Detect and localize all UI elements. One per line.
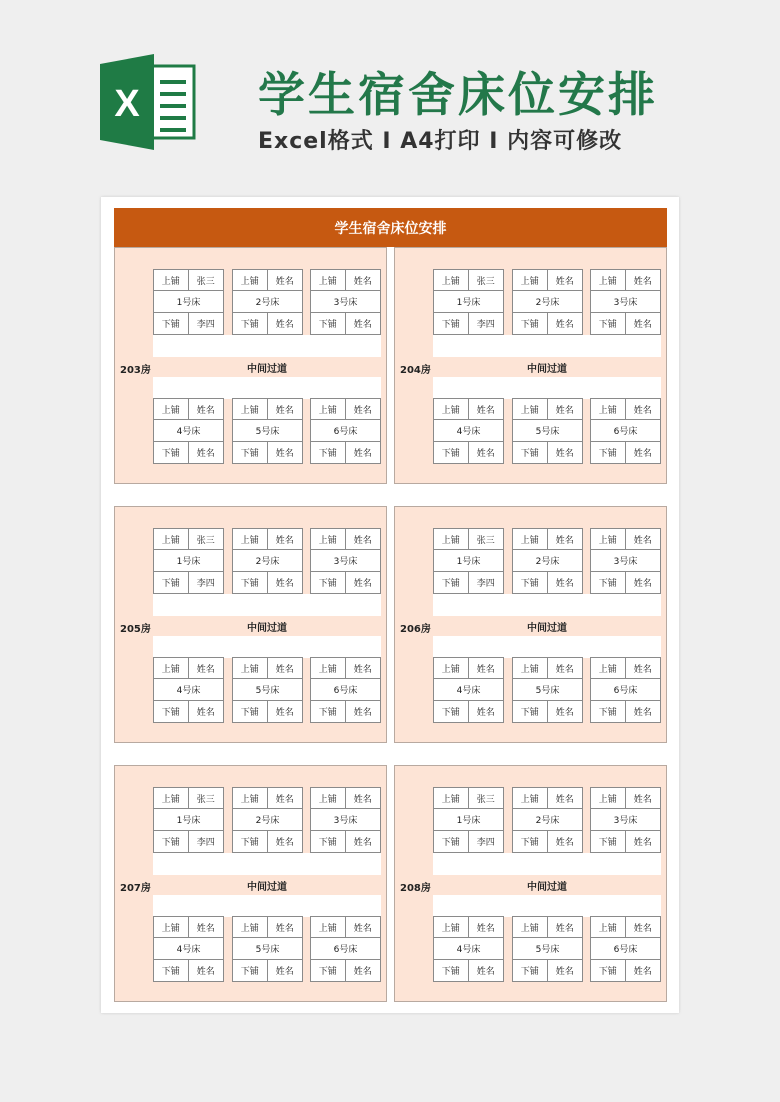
room-block — [114, 765, 387, 1002]
bed-cell[interactable] — [153, 398, 224, 464]
upper-name[interactable]: 张三 — [189, 788, 224, 809]
upper-label: 上铺 — [513, 399, 548, 420]
bed-number: 5号床 — [233, 938, 302, 959]
bed-number: 2号床 — [233, 809, 302, 830]
lower-label: 下铺 — [434, 313, 469, 334]
upper-name[interactable]: 姓名 — [548, 270, 583, 291]
upper-name[interactable]: 张三 — [189, 270, 224, 291]
bed-number: 3号床 — [591, 550, 660, 571]
lower-label: 下铺 — [513, 442, 548, 463]
bed-cell[interactable] — [153, 657, 224, 723]
bed-cell[interactable] — [232, 269, 303, 335]
corridor-label: 中间过道 — [527, 881, 567, 893]
bed-cell[interactable] — [512, 269, 583, 335]
bed-cell[interactable] — [512, 657, 583, 723]
room-block — [114, 506, 387, 743]
white-strip — [153, 853, 381, 875]
upper-label: 上铺 — [434, 658, 469, 679]
bed-number: 2号床 — [513, 550, 582, 571]
lower-label: 下铺 — [591, 572, 626, 593]
white-strip — [153, 636, 381, 658]
upper-name[interactable]: 姓名 — [346, 399, 381, 420]
bed-number: 5号床 — [513, 679, 582, 700]
upper-name[interactable]: 姓名 — [189, 917, 224, 938]
lower-name[interactable]: 姓名 — [633, 448, 652, 459]
lower-name[interactable]: 李四 — [196, 319, 215, 330]
upper-label: 上铺 — [311, 270, 346, 291]
bed-number: 4号床 — [154, 679, 223, 700]
upper-name[interactable]: 姓名 — [268, 788, 303, 809]
bed-number: 6号床 — [591, 938, 660, 959]
main-title: 学生宿舍床位安排 — [258, 68, 658, 123]
upper-name[interactable]: 姓名 — [469, 917, 504, 938]
bed-cell[interactable] — [310, 398, 381, 464]
upper-name[interactable]: 姓名 — [268, 529, 303, 550]
room-label: 205房 — [120, 624, 151, 635]
lower-name[interactable]: 姓名 — [555, 578, 574, 589]
upper-name[interactable]: 姓名 — [626, 658, 661, 679]
room-block — [114, 247, 387, 484]
lower-name[interactable]: 姓名 — [476, 448, 495, 459]
bed-cell[interactable] — [433, 398, 504, 464]
lower-label: 下铺 — [154, 313, 189, 334]
lower-label: 下铺 — [154, 831, 189, 852]
lower-name[interactable]: 姓名 — [555, 966, 574, 977]
upper-label: 上铺 — [434, 529, 469, 550]
bed-cell[interactable] — [232, 657, 303, 723]
corridor-label: 中间过道 — [247, 622, 287, 634]
bed-number: 2号床 — [513, 809, 582, 830]
upper-label: 上铺 — [434, 270, 469, 291]
upper-name[interactable]: 姓名 — [548, 529, 583, 550]
lower-label: 下铺 — [513, 960, 548, 981]
lower-label: 下铺 — [311, 572, 346, 593]
svg-text:X: X — [114, 83, 140, 125]
bed-cell[interactable] — [590, 398, 661, 464]
lower-name[interactable]: 姓名 — [476, 707, 495, 718]
upper-label: 上铺 — [513, 788, 548, 809]
upper-label: 上铺 — [434, 917, 469, 938]
lower-label: 下铺 — [513, 701, 548, 722]
lower-name[interactable]: 姓名 — [275, 707, 294, 718]
lower-name[interactable]: 姓名 — [275, 837, 294, 848]
upper-label: 上铺 — [233, 529, 268, 550]
lower-label: 下铺 — [311, 701, 346, 722]
bed-number: 1号床 — [434, 550, 503, 571]
lower-label: 下铺 — [154, 701, 189, 722]
upper-label: 上铺 — [233, 270, 268, 291]
upper-name[interactable]: 姓名 — [346, 270, 381, 291]
upper-name[interactable]: 张三 — [469, 529, 504, 550]
lower-name[interactable]: 姓名 — [196, 448, 215, 459]
white-strip — [153, 335, 381, 357]
lower-name[interactable]: 姓名 — [353, 319, 372, 330]
white-strip — [433, 335, 661, 357]
lower-name[interactable]: 姓名 — [353, 966, 372, 977]
upper-name[interactable]: 姓名 — [268, 270, 303, 291]
lower-label: 下铺 — [513, 831, 548, 852]
upper-label: 上铺 — [154, 529, 189, 550]
bed-cell[interactable] — [433, 657, 504, 723]
bed-number: 3号床 — [311, 291, 380, 312]
room-label: 204房 — [400, 365, 431, 376]
upper-name[interactable]: 姓名 — [189, 658, 224, 679]
lower-name[interactable]: 李四 — [476, 837, 495, 848]
upper-label: 上铺 — [311, 658, 346, 679]
lower-name[interactable]: 姓名 — [275, 578, 294, 589]
lower-label: 下铺 — [154, 572, 189, 593]
upper-name[interactable]: 张三 — [469, 788, 504, 809]
bed-number: 2号床 — [233, 550, 302, 571]
bed-cell[interactable] — [590, 269, 661, 335]
bed-cell[interactable] — [153, 787, 224, 853]
upper-label: 上铺 — [154, 399, 189, 420]
corridor-label: 中间过道 — [527, 363, 567, 375]
bed-cell[interactable] — [310, 787, 381, 853]
upper-label: 上铺 — [591, 788, 626, 809]
bed-cell[interactable] — [512, 787, 583, 853]
bed-number: 1号床 — [434, 291, 503, 312]
bed-number: 6号床 — [591, 420, 660, 441]
upper-name[interactable]: 姓名 — [346, 788, 381, 809]
upper-label: 上铺 — [233, 399, 268, 420]
bed-number: 6号床 — [311, 679, 380, 700]
bed-cell[interactable] — [310, 528, 381, 594]
lower-label: 下铺 — [233, 831, 268, 852]
bed-number: 1号床 — [154, 291, 223, 312]
white-strip — [153, 377, 381, 399]
bed-number: 2号床 — [513, 291, 582, 312]
upper-label: 上铺 — [311, 529, 346, 550]
lower-name[interactable]: 姓名 — [353, 448, 372, 459]
lower-label: 下铺 — [154, 960, 189, 981]
bed-cell[interactable] — [153, 916, 224, 982]
lower-name[interactable]: 姓名 — [353, 707, 372, 718]
bed-number: 5号床 — [233, 420, 302, 441]
bed-number: 3号床 — [591, 291, 660, 312]
room-label: 207房 — [120, 883, 151, 894]
upper-name[interactable]: 姓名 — [469, 399, 504, 420]
bed-cell[interactable] — [590, 787, 661, 853]
lower-label: 下铺 — [311, 831, 346, 852]
bed-number: 4号床 — [434, 679, 503, 700]
bed-cell[interactable] — [433, 528, 504, 594]
lower-label: 下铺 — [311, 442, 346, 463]
upper-name[interactable]: 张三 — [189, 529, 224, 550]
lower-label: 下铺 — [434, 960, 469, 981]
lower-name[interactable]: 姓名 — [633, 319, 652, 330]
lower-name[interactable]: 姓名 — [633, 837, 652, 848]
upper-name[interactable]: 姓名 — [548, 917, 583, 938]
room-block — [394, 247, 667, 484]
room-label: 203房 — [120, 365, 151, 376]
upper-label: 上铺 — [233, 917, 268, 938]
lower-name[interactable]: 姓名 — [555, 448, 574, 459]
white-strip — [433, 636, 661, 658]
upper-name[interactable]: 姓名 — [346, 917, 381, 938]
lower-name[interactable]: 姓名 — [275, 966, 294, 977]
lower-label: 下铺 — [591, 442, 626, 463]
bed-number: 3号床 — [591, 809, 660, 830]
lower-label: 下铺 — [434, 572, 469, 593]
white-strip — [433, 377, 661, 399]
upper-name[interactable]: 姓名 — [626, 529, 661, 550]
bed-cell[interactable] — [512, 916, 583, 982]
lower-name[interactable]: 李四 — [196, 578, 215, 589]
bed-cell[interactable] — [590, 657, 661, 723]
corridor-label: 中间过道 — [527, 622, 567, 634]
lower-label: 下铺 — [434, 701, 469, 722]
lower-name[interactable]: 李四 — [476, 578, 495, 589]
bed-number: 4号床 — [154, 420, 223, 441]
upper-label: 上铺 — [311, 788, 346, 809]
lower-label: 下铺 — [513, 313, 548, 334]
bed-number: 5号床 — [513, 420, 582, 441]
room-block — [394, 765, 667, 1002]
lower-name[interactable]: 姓名 — [353, 578, 372, 589]
upper-label: 上铺 — [513, 917, 548, 938]
upper-label: 上铺 — [233, 788, 268, 809]
upper-label: 上铺 — [591, 917, 626, 938]
lower-name[interactable]: 李四 — [476, 319, 495, 330]
upper-label: 上铺 — [591, 399, 626, 420]
lower-label: 下铺 — [154, 442, 189, 463]
room-block — [394, 506, 667, 743]
upper-name[interactable]: 姓名 — [469, 658, 504, 679]
excel-logo-icon — [100, 54, 196, 150]
bed-cell[interactable] — [590, 528, 661, 594]
white-strip — [433, 594, 661, 616]
lower-label: 下铺 — [434, 442, 469, 463]
upper-label: 上铺 — [591, 529, 626, 550]
lower-label: 下铺 — [233, 313, 268, 334]
bed-cell[interactable] — [433, 916, 504, 982]
bed-cell[interactable] — [232, 787, 303, 853]
corridor-label: 中间过道 — [247, 363, 287, 375]
sheet-title: 学生宿舍床位安排 — [114, 208, 667, 247]
upper-name[interactable]: 姓名 — [268, 658, 303, 679]
upper-label: 上铺 — [513, 270, 548, 291]
bed-cell[interactable] — [232, 528, 303, 594]
lower-label: 下铺 — [591, 831, 626, 852]
bed-number: 4号床 — [434, 420, 503, 441]
upper-name[interactable]: 姓名 — [626, 917, 661, 938]
lower-label: 下铺 — [233, 572, 268, 593]
upper-label: 上铺 — [434, 788, 469, 809]
upper-label: 上铺 — [233, 658, 268, 679]
upper-label: 上铺 — [591, 270, 626, 291]
lower-name[interactable]: 姓名 — [196, 707, 215, 718]
lower-label: 下铺 — [434, 831, 469, 852]
bed-cell[interactable] — [512, 528, 583, 594]
lower-label: 下铺 — [233, 442, 268, 463]
upper-label: 上铺 — [154, 658, 189, 679]
upper-label: 上铺 — [591, 658, 626, 679]
upper-name[interactable]: 姓名 — [268, 917, 303, 938]
bed-number: 4号床 — [154, 938, 223, 959]
room-label: 206房 — [400, 624, 431, 635]
upper-name[interactable]: 姓名 — [346, 529, 381, 550]
bed-cell[interactable] — [310, 916, 381, 982]
lower-name[interactable]: 姓名 — [555, 319, 574, 330]
bed-number: 5号床 — [233, 679, 302, 700]
bed-cell[interactable] — [310, 657, 381, 723]
upper-label: 上铺 — [513, 529, 548, 550]
bed-cell[interactable] — [590, 916, 661, 982]
bed-number: 1号床 — [154, 550, 223, 571]
lower-name[interactable]: 姓名 — [633, 707, 652, 718]
lower-name[interactable]: 姓名 — [275, 448, 294, 459]
corridor-label: 中间过道 — [247, 881, 287, 893]
bed-cell[interactable] — [153, 528, 224, 594]
upper-name[interactable]: 姓名 — [548, 788, 583, 809]
bed-cell[interactable] — [310, 269, 381, 335]
bed-number: 1号床 — [154, 809, 223, 830]
upper-name[interactable]: 姓名 — [189, 399, 224, 420]
lower-label: 下铺 — [311, 313, 346, 334]
upper-label: 上铺 — [154, 917, 189, 938]
white-strip — [433, 853, 661, 875]
upper-name[interactable]: 姓名 — [626, 399, 661, 420]
bed-number: 6号床 — [311, 420, 380, 441]
bed-number: 1号床 — [434, 809, 503, 830]
upper-name[interactable]: 姓名 — [268, 399, 303, 420]
upper-label: 上铺 — [311, 917, 346, 938]
lower-name[interactable]: 姓名 — [196, 966, 215, 977]
lower-label: 下铺 — [591, 701, 626, 722]
bed-number: 3号床 — [311, 550, 380, 571]
lower-name[interactable]: 姓名 — [633, 578, 652, 589]
lower-label: 下铺 — [233, 701, 268, 722]
lower-label: 下铺 — [591, 960, 626, 981]
lower-name[interactable]: 姓名 — [476, 966, 495, 977]
white-strip — [433, 895, 661, 917]
bed-number: 6号床 — [311, 938, 380, 959]
lower-name[interactable]: 姓名 — [275, 319, 294, 330]
lower-name[interactable]: 姓名 — [353, 837, 372, 848]
bed-number: 2号床 — [233, 291, 302, 312]
bed-cell[interactable] — [433, 787, 504, 853]
lower-name[interactable]: 李四 — [196, 837, 215, 848]
lower-name[interactable]: 姓名 — [555, 837, 574, 848]
sub-title: Excel格式 I A4打印 I 内容可修改 — [258, 129, 623, 154]
upper-name[interactable]: 张三 — [469, 270, 504, 291]
lower-label: 下铺 — [513, 572, 548, 593]
upper-label: 上铺 — [434, 399, 469, 420]
bed-number: 3号床 — [311, 809, 380, 830]
white-strip — [153, 594, 381, 616]
bed-cell[interactable] — [232, 398, 303, 464]
white-strip — [153, 895, 381, 917]
lower-name[interactable]: 姓名 — [555, 707, 574, 718]
upper-name[interactable]: 姓名 — [548, 658, 583, 679]
lower-label: 下铺 — [233, 960, 268, 981]
lower-name[interactable]: 姓名 — [633, 966, 652, 977]
upper-label: 上铺 — [311, 399, 346, 420]
upper-label: 上铺 — [513, 658, 548, 679]
upper-name[interactable]: 姓名 — [626, 788, 661, 809]
upper-name[interactable]: 姓名 — [346, 658, 381, 679]
bed-number: 4号床 — [434, 938, 503, 959]
upper-label: 上铺 — [154, 788, 189, 809]
upper-name[interactable]: 姓名 — [548, 399, 583, 420]
bed-number: 5号床 — [513, 938, 582, 959]
upper-name[interactable]: 姓名 — [626, 270, 661, 291]
bed-cell[interactable] — [232, 916, 303, 982]
bed-cell[interactable] — [512, 398, 583, 464]
lower-label: 下铺 — [591, 313, 626, 334]
bed-cell[interactable] — [433, 269, 504, 335]
bed-cell[interactable] — [153, 269, 224, 335]
bed-number: 6号床 — [591, 679, 660, 700]
room-label: 208房 — [400, 883, 431, 894]
upper-label: 上铺 — [154, 270, 189, 291]
lower-label: 下铺 — [311, 960, 346, 981]
